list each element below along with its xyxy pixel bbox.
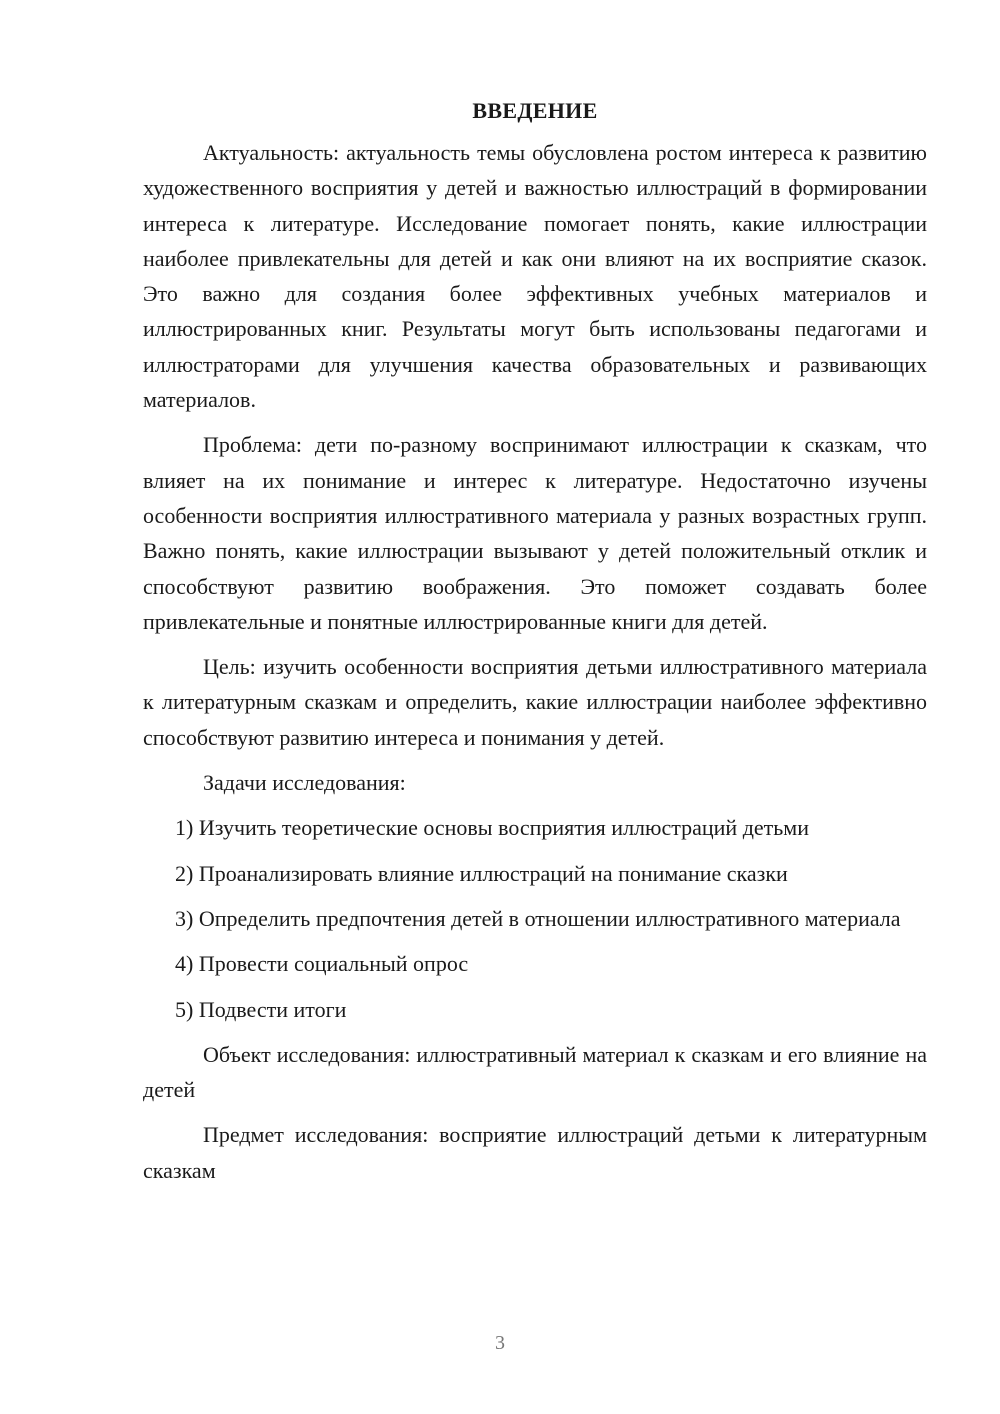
task-item-3: 3) Определить предпочтения детей в отношении иллюстративного материала bbox=[175, 905, 901, 931]
task-item-4: 4) Провести социальный опрос bbox=[175, 951, 469, 977]
subject-paragraph: Предмет исследования: восприятие иллюстраций детьми к литературным сказкам bbox=[143, 1122, 927, 1183]
goal-paragraph: Цель: изучить особенности восприятия детьми иллюстративного материала к литературным сказкам и определить, какие иллюстрации наиболее эффективно способствуют развитию интереса и понимания у детей. bbox=[143, 654, 927, 750]
section-heading: ВВЕДЕНИЕ bbox=[472, 98, 598, 123]
task-item-2: 2) Проанализировать влияние иллюстраций на понимание сказки bbox=[175, 860, 788, 886]
object-paragraph: Объект исследования: иллюстративный материал к сказкам и его влияние на детей bbox=[143, 1041, 927, 1103]
tasks-title: Задачи исследования: bbox=[203, 770, 406, 796]
page-number: 3 bbox=[495, 1332, 505, 1354]
document-page bbox=[143, 93, 927, 1198]
problem-paragraph: Проблема: дети по-разному воспринимают иллюстрации к сказкам, что влияет на их понимание и интерес к литературе. Недостаточно изучены особенности восприятия иллюстративного материала у разных возрастных групп. Важно понять, какие иллюстрации вызывают у детей положительный отклик и способствуют развитию воображения. Это поможет создавать более привлекательные и понятные иллюстрированные книги для детей. bbox=[143, 432, 927, 634]
task-item-1: 1) Изучить теоретические основы восприятия иллюстраций детьми bbox=[175, 815, 810, 841]
relevance-paragraph: Актуальность: актуальность темы обусловлена ростом интереса к развитию художественного восприятия у детей и важностью иллюстраций в формировании интереса к литературе. Исследование помогает понять, какие иллюстрации наиболее привлекательны для детей и как они влияют на их восприятие сказок. Это важно для создания более эффективных учебных материалов и иллюстрированных книг. Результаты могут быть использованы педагогами и иллюстраторами для улучшения качества образовательных и развивающих материалов. bbox=[143, 140, 927, 413]
task-item-5: 5) Подвести итоги bbox=[175, 996, 347, 1022]
